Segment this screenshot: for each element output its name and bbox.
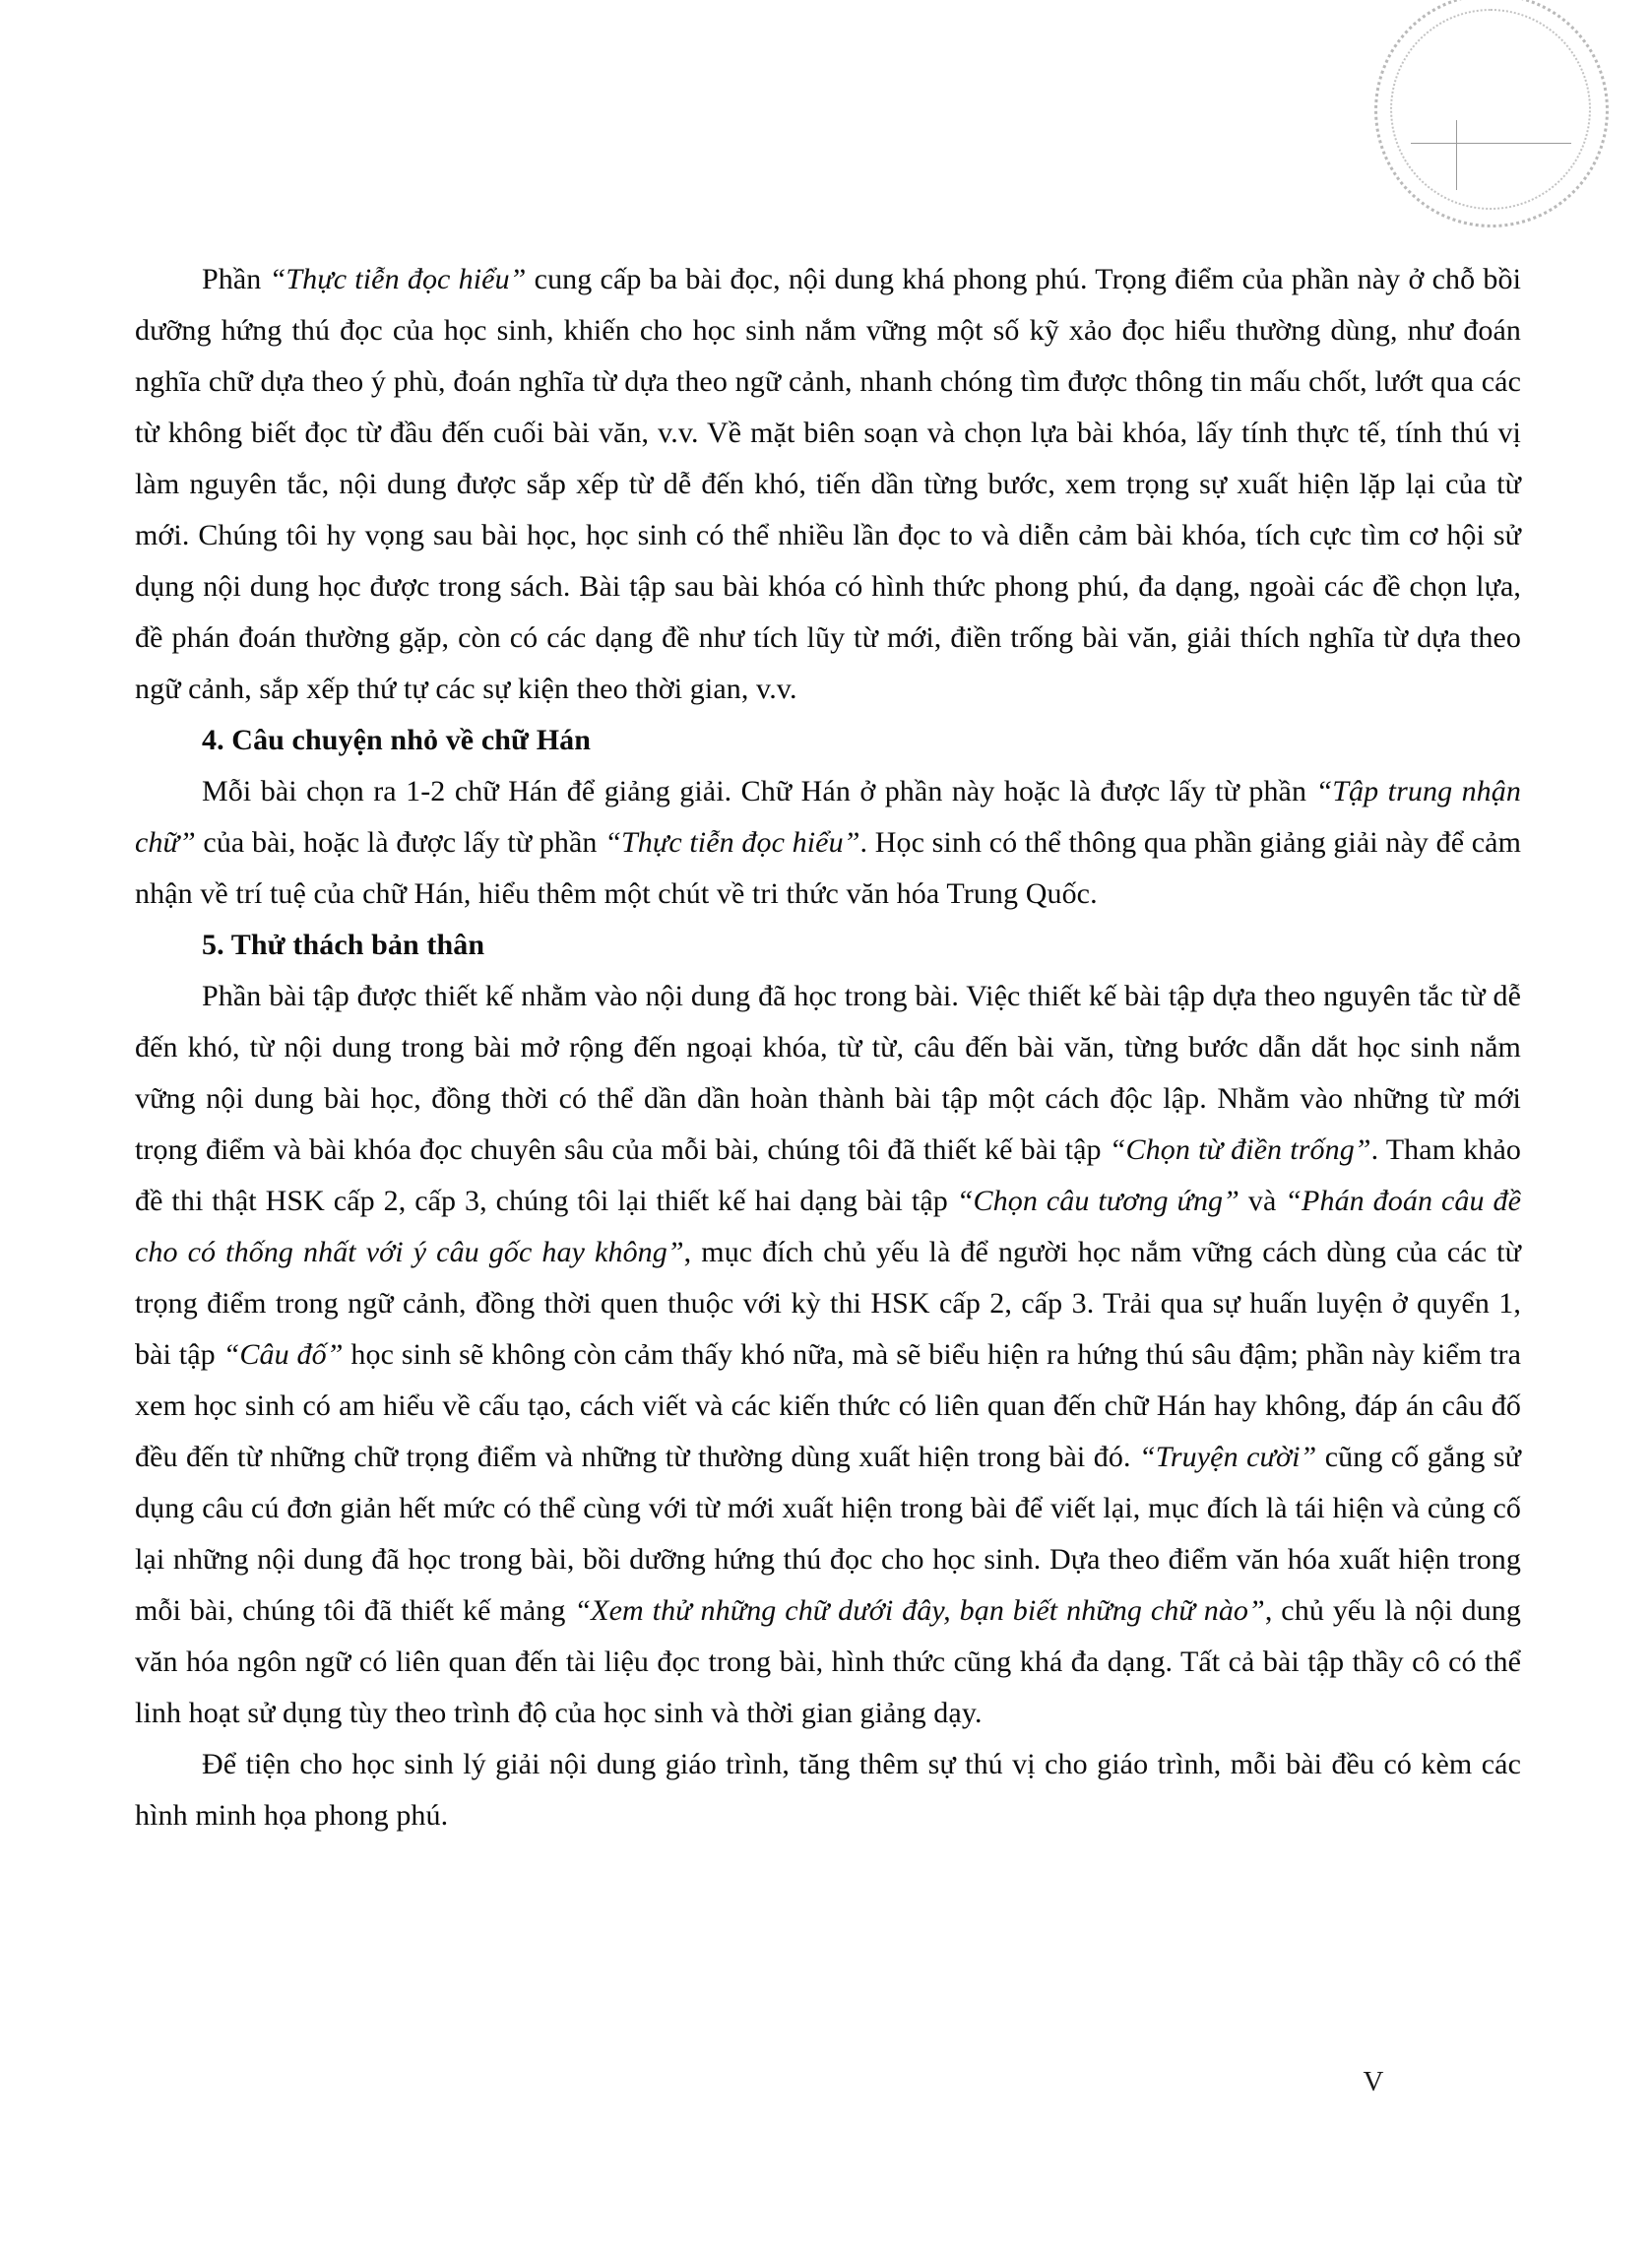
italic-quoted-term: “Chọn câu tương ứng” [956,1185,1239,1217]
text-segment: Để tiện cho học sinh lý giải nội dung giáo trình, tăng thêm sự thú vị cho giáo trình, mỗi bài đều có kèm các hình minh họa phong phú. [135,1748,1521,1832]
page-number: V [1363,2066,1384,2097]
text-segment: học sinh sẽ không còn cảm thấy khó nữa, mà sẽ biểu hiện ra hứng thú sâu đậm; phần này kiểm tra xem học sinh có am hiểu về cấu tạo, cách viết và các kiến thức có liên quan đến chữ Hán hay không, đáp án câu đố đều đến từ những chữ trọng điểm và những từ thường dùng xuất hiện trong bài đó. [135,1338,1521,1473]
text-segment: cũng cố gắng sử dụng câu cú đơn giản hết mức có thể cùng với từ mới xuất hiện trong bài để viết lại, mục đích là tái hiện và củng cố lại những nội dung đã học trong bài, bồi dưỡng hứng thú đọc cho học sinh. Dựa theo điểm văn hóa xuất hiện trong mỗi bài, chúng tôi đã thiết kế mảng [135,1441,1522,1627]
section-heading [135,715,1521,766]
text-segment: 5. Thử thách bản thân [202,929,485,961]
italic-quoted-term: “Câu đố” [222,1338,344,1371]
text-segment: Phần bài tập được thiết kế nhằm vào nội dung đã học trong bài. Việc thiết kế bài tập dựa theo nguyên tắc từ dễ đến khó, từ nội dung trong bài mở rộng đến ngoại khóa, từ từ, câu đến bài văn, từng bước dẫn dắt học sinh nắm vững nội dung bài học, đồng thời có thể dần dần hoàn thành bài tập một cách độc lập. Nhằm vào những từ mới trọng điểm và bài khóa đọc chuyên sâu của mỗi bài, chúng tôi đã thiết kế bài tập [135,980,1521,1166]
dotted-ring-outer [1374,0,1609,227]
paragraph [135,254,1521,715]
text-segment: , chủ yếu là nội dung văn hóa ngôn ngữ có liên quan đến tài liệu đọc trong bài, hình thức cũng khá đa dạng. Tất cả bài tập thầy cô có thể linh hoạt sử dụng tùy theo trình độ của học sinh và thời gian giảng dạy. [135,1594,1521,1729]
crosshair-vertical-line [1456,120,1457,190]
text-segment: 4. Câu chuyện nhỏ về chữ Hán [202,724,592,756]
text-segment: Mỗi bài chọn ra 1-2 chữ Hán để giảng giải. Chữ Hán ở phần này hoặc là được lấy từ phần [202,775,1316,807]
text-segment: , mục đích chủ yếu là để người học nắm vững cách dùng của các từ trọng điểm trong ngữ cảnh, đồng thời quen thuộc với kỳ thi HSK cấp 2, cấp 3. Trải qua sự huấn luyện ở quyển 1, bài tập [135,1236,1521,1371]
italic-quoted-term: “Thực tiễn đọc hiểu” [604,826,860,859]
paragraph [135,766,1521,920]
paragraph [135,1739,1521,1841]
section-heading [135,920,1521,971]
registration-mark-icon [0,0,1652,295]
italic-quoted-term: “Tập trung nhận chữ” [135,775,1521,859]
crosshair-horizontal-line [1411,143,1571,144]
italic-quoted-term: “Truyện cười” [1138,1441,1317,1473]
text-segment: Phần [202,263,270,295]
text-segment: và [1239,1185,1286,1217]
text-segment: cung cấp ba bài đọc, nội dung khá phong phú. Trọng điểm của phần này ở chỗ bồi dưỡng hứng thú đọc của học sinh, khiến cho học sinh nắm vững một số kỹ xảo đọc hiểu thường dùng, như đoán nghĩa chữ dựa theo ý phù, đoán nghĩa từ dựa theo ngữ cảnh, nhanh chóng tìm được thông tin mấu chốt, lướt qua các từ không biết đọc từ đầu đến cuối bài văn, v.v. Về mặt biên soạn và chọn lựa bài khóa, lấy tính thực tế, tính thú vị làm nguyên tắc, nội dung được sắp xếp từ dễ đến khó, tiến dần từng bước, xem trọng sự xuất hiện lặp lại của từ mới. Chúng tôi hy vọng sau bài học, học sinh có thể nhiều lần đọc to và diễn cảm bài khóa, tích cực tìm cơ hội sử dụng nội dung học được trong sách. Bài tập sau bài khóa có hình thức phong phú, đa dạng, ngoài các đề chọn lựa, đề phán đoán thường gặp, còn có các dạng đề như tích lũy từ mới, điền trống bài văn, giải thích nghĩa từ dựa theo ngữ cảnh, sắp xếp thứ tự các sự kiện theo thời gian, v.v. [135,263,1522,705]
italic-quoted-term: “Xem thử những chữ dưới đây, bạn biết những chữ nào” [574,1594,1265,1627]
text-segment: . Tham khảo đề thi thật HSK cấp 2, cấp 3, chúng tôi lại thiết kế hai dạng bài tập [135,1133,1521,1217]
italic-quoted-term: “Chọn từ điền trống” [1109,1133,1371,1166]
dotted-ring-inner [1390,9,1591,210]
paragraph [135,971,1521,1739]
text-segment: của bài, hoặc là được lấy từ phần [195,826,605,859]
italic-quoted-term: “Phán đoán câu đề cho có thống nhất với ý câu gốc hay không” [135,1185,1522,1268]
text-segment: . Học sinh có thể thông qua phần giảng giải này để cảm nhận về trí tuệ của chữ Hán, hiểu thêm một chút về tri thức văn hóa Trung Quốc. [135,826,1522,910]
italic-quoted-term: “Thực tiễn đọc hiểu” [269,263,527,295]
text-column [135,254,1521,1841]
